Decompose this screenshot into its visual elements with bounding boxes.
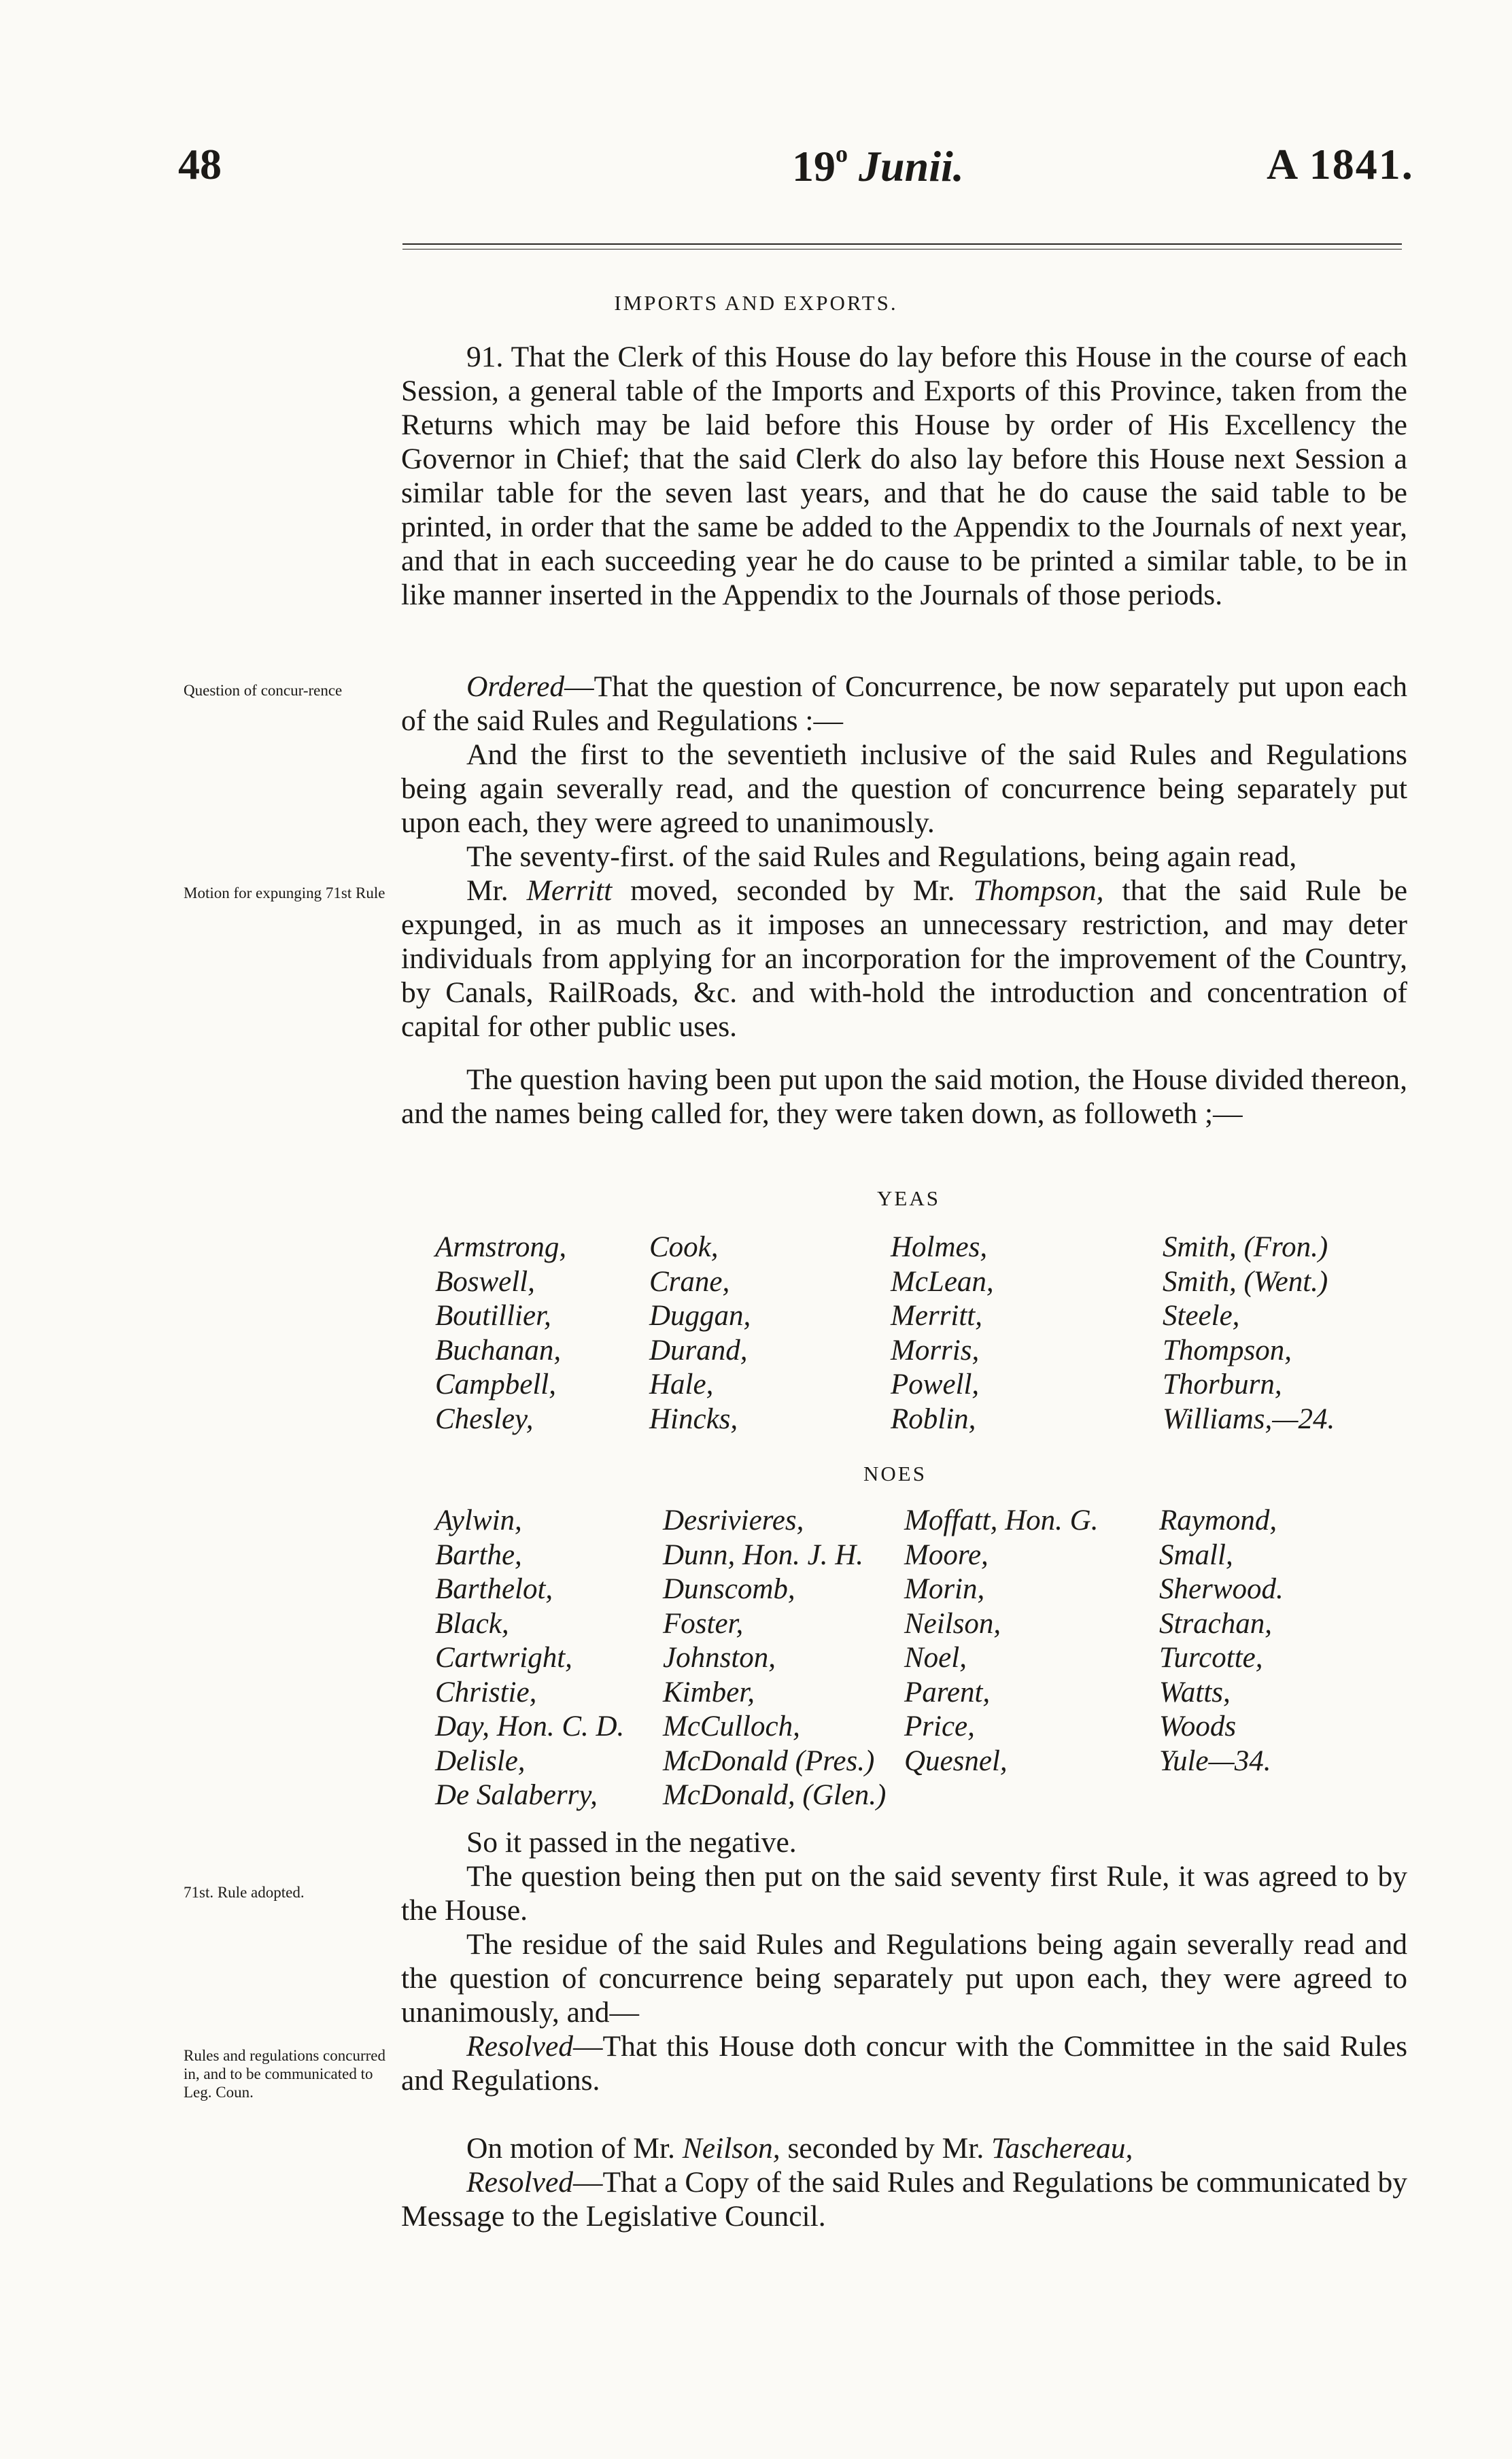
page-date bbox=[792, 139, 964, 192]
motion-text: that the said Rule be expunged, in as much as it imposes an unnecessary restriction, and may deter individuals from applying for an incorporation for the improvement of the Country, by Canals, RailRoads, &c. and with-hold the introduction and concentration of capital for other public uses. bbox=[401, 874, 1407, 1043]
motion-mover: Neilson, bbox=[682, 2132, 780, 2165]
no-name: Morin, bbox=[904, 1573, 985, 1605]
no-name: Dunn, Hon. J. H. bbox=[663, 1538, 863, 1571]
concurrence-block bbox=[401, 670, 1407, 1044]
noes-heading: NOES bbox=[863, 1462, 927, 1485]
no-name: Christie, bbox=[435, 1676, 537, 1708]
noes-column-1 bbox=[435, 1504, 624, 1813]
yea-name: Holmes, bbox=[891, 1231, 988, 1263]
yea-name: Cook, bbox=[649, 1231, 719, 1263]
yea-name: Crane, bbox=[649, 1265, 730, 1298]
no-name: De Salaberry, bbox=[435, 1779, 598, 1811]
ordered-paragraph bbox=[401, 670, 1407, 738]
paragraph-91 bbox=[401, 340, 1407, 612]
yea-name: Campbell, bbox=[435, 1369, 556, 1400]
page-number: 48 bbox=[178, 140, 222, 188]
margin-note-concurrence: Question of concur-rence bbox=[184, 682, 343, 699]
yea-name: Williams,—24. bbox=[1163, 1403, 1335, 1435]
date-ordinal: o bbox=[836, 140, 848, 167]
no-name: Day, Hon. C. D. bbox=[435, 1710, 625, 1742]
no-name: Barthelot, bbox=[435, 1573, 553, 1605]
final-block bbox=[401, 2131, 1407, 2233]
no-name: Black, bbox=[435, 1607, 509, 1640]
expunge-motion-paragraph bbox=[401, 874, 1407, 1044]
no-name: Yule—34. bbox=[1159, 1744, 1271, 1777]
yeas-column-1 bbox=[435, 1231, 566, 1437]
ordered-text: —That the question of Concurrence, be now separately put upon each of the said Rules and Regulations :— bbox=[401, 670, 1407, 737]
mr-prefix: Mr. bbox=[466, 874, 527, 907]
margin-note-expunging: Motion for expunging 71st Rule bbox=[184, 884, 385, 901]
date-month: Junii. bbox=[859, 142, 964, 190]
yea-name: Thompson, bbox=[1163, 1334, 1292, 1366]
no-name: Cartwright, bbox=[435, 1642, 572, 1674]
seventy-first-line: The seventy-first. of the said Rules and Regulations, being again read, bbox=[466, 840, 1297, 873]
residue-paragraph: The residue of the said Rules and Regulations being again severally read and the question of concurrence being separately put upon each, they were agreed to unanimously, and— bbox=[401, 1928, 1407, 2029]
no-name: Sherwood. bbox=[1159, 1573, 1284, 1605]
no-name: Noel, bbox=[904, 1642, 967, 1674]
header-rule bbox=[402, 243, 1402, 250]
no-name: Parent, bbox=[904, 1676, 991, 1708]
no-name: Dunscomb, bbox=[663, 1573, 795, 1605]
no-name: Desrivieres, bbox=[663, 1504, 804, 1536]
motion-pre: On motion of Mr. bbox=[466, 2132, 683, 2165]
yea-name: Thorburn, bbox=[1163, 1369, 1282, 1400]
no-name: Johnston, bbox=[663, 1642, 776, 1674]
ordered-lead: Ordered bbox=[466, 670, 565, 703]
question-71-paragraph: The question being then put on the said seventy first Rule, it was agreed to by the House. bbox=[401, 1860, 1407, 1927]
resolved-concur-text: —That this House doth concur with the Committee in the said Rules and Regulations. bbox=[401, 2030, 1407, 2097]
no-name: Small, bbox=[1159, 1538, 1233, 1571]
yea-name: Merritt, bbox=[891, 1300, 982, 1332]
no-name: Quesnel, bbox=[904, 1744, 1008, 1777]
margin-note-adopted: 71st. Rule adopted. bbox=[184, 1884, 305, 1901]
motion-seconder: Taschereau, bbox=[991, 2132, 1133, 2165]
page-year: A 1841. bbox=[1267, 140, 1414, 188]
no-name: Raymond, bbox=[1159, 1504, 1277, 1536]
yeas-column-2 bbox=[649, 1231, 751, 1437]
seconder-name: Thompson, bbox=[973, 874, 1104, 907]
no-name: Strachan, bbox=[1159, 1607, 1273, 1640]
closing-block bbox=[401, 1825, 1407, 2097]
no-name: Price, bbox=[904, 1710, 975, 1742]
yea-name: Steele, bbox=[1163, 1300, 1240, 1332]
yea-name: Powell, bbox=[891, 1369, 980, 1400]
no-name: Woods bbox=[1159, 1710, 1237, 1742]
no-name: Moore, bbox=[904, 1538, 989, 1571]
yea-name: Hincks, bbox=[649, 1403, 738, 1435]
resolved-lead: Resolved bbox=[466, 2030, 574, 2063]
noes-column-3 bbox=[904, 1504, 1098, 1778]
no-name: McCulloch, bbox=[663, 1710, 800, 1742]
yeas-column-4 bbox=[1163, 1231, 1335, 1437]
mover-name: Merritt bbox=[526, 874, 613, 907]
noes-column-4 bbox=[1159, 1504, 1284, 1778]
yea-name: Chesley, bbox=[435, 1403, 534, 1435]
section-title: IMPORTS AND EXPORTS. bbox=[614, 291, 898, 315]
yeas-heading: YEAS bbox=[877, 1186, 940, 1210]
resolved-copy-paragraph bbox=[401, 2165, 1407, 2233]
no-name: Turcotte, bbox=[1159, 1642, 1263, 1674]
no-name: Neilson, bbox=[904, 1607, 1001, 1640]
first-to-seventieth-paragraph: And the first to the seventieth inclusive of the said Rules and Regulations being again severally read, and the question of concurrence being separately put upon each, they were agreed to unanimously. bbox=[401, 738, 1407, 839]
yea-name: Boswell, bbox=[435, 1265, 535, 1298]
no-name: Moffatt, Hon. G. bbox=[904, 1504, 1099, 1536]
yea-name: Morris, bbox=[891, 1334, 980, 1366]
yea-name: Duggan, bbox=[649, 1300, 751, 1332]
margin-note-communicated: Rules and regulations concurred in, and to be communicated to Leg. Coun. bbox=[184, 2047, 385, 2101]
yea-name: McLean, bbox=[891, 1265, 994, 1298]
no-name: Delisle, bbox=[435, 1744, 526, 1777]
paragraph-91-text: 91. That the Clerk of this House do lay before this House in the course of each Session, a general table of the Imports and Exports of this Province, taken from the Returns which may be laid before this House by order of His Excellency the Governor in Chief; that the said Clerk do also lay before this House next Session a similar table for the seven last years, and that he do cause the said table to be printed, in order that the same be added to the Appendix to the Journals of next year, and that in each succeeding year he do cause to be printed a similar table, to be in like manner inserted in the Appendix to the Journals of those periods. bbox=[401, 341, 1407, 611]
yeas-column-3 bbox=[891, 1231, 994, 1437]
division-intro bbox=[401, 1063, 1407, 1131]
yea-name: Buchanan, bbox=[435, 1334, 562, 1366]
yea-name: Hale, bbox=[649, 1369, 714, 1400]
yea-name: Roblin, bbox=[891, 1403, 976, 1435]
motion-line bbox=[401, 2131, 1407, 2165]
no-name: Barthe, bbox=[435, 1538, 522, 1571]
noes-column-2 bbox=[663, 1504, 886, 1813]
yea-name: Boutillier, bbox=[435, 1300, 551, 1332]
moved-text: moved, seconded by Mr. bbox=[612, 874, 974, 907]
yea-name: Smith, (Fron.) bbox=[1163, 1231, 1328, 1263]
motion-mid: seconded by Mr. bbox=[780, 2132, 992, 2165]
no-name: McDonald (Pres.) bbox=[663, 1744, 875, 1777]
division-intro-text: The question having been put upon the said motion, the House divided thereon, and the names being called for, they were taken down, as followeth ;— bbox=[401, 1063, 1407, 1130]
no-name: McDonald, (Glen.) bbox=[663, 1779, 887, 1811]
resolved-lead: Resolved bbox=[466, 2166, 574, 2199]
no-name: Aylwin, bbox=[435, 1504, 522, 1536]
no-name: Foster, bbox=[663, 1607, 744, 1640]
yea-name: Smith, (Went.) bbox=[1163, 1265, 1328, 1298]
resolved-concur-paragraph bbox=[401, 2029, 1407, 2097]
negative-line: So it passed in the negative. bbox=[466, 1826, 797, 1859]
no-name: Watts, bbox=[1159, 1676, 1231, 1708]
date-day: 19 bbox=[792, 142, 836, 190]
yea-name: Durand, bbox=[649, 1334, 748, 1366]
resolved-copy-text: —That a Copy of the said Rules and Regulations be communicated by Message to the Legislative Council. bbox=[401, 2166, 1407, 2233]
yea-name: Armstrong, bbox=[435, 1231, 567, 1263]
no-name: Kimber, bbox=[663, 1676, 755, 1708]
